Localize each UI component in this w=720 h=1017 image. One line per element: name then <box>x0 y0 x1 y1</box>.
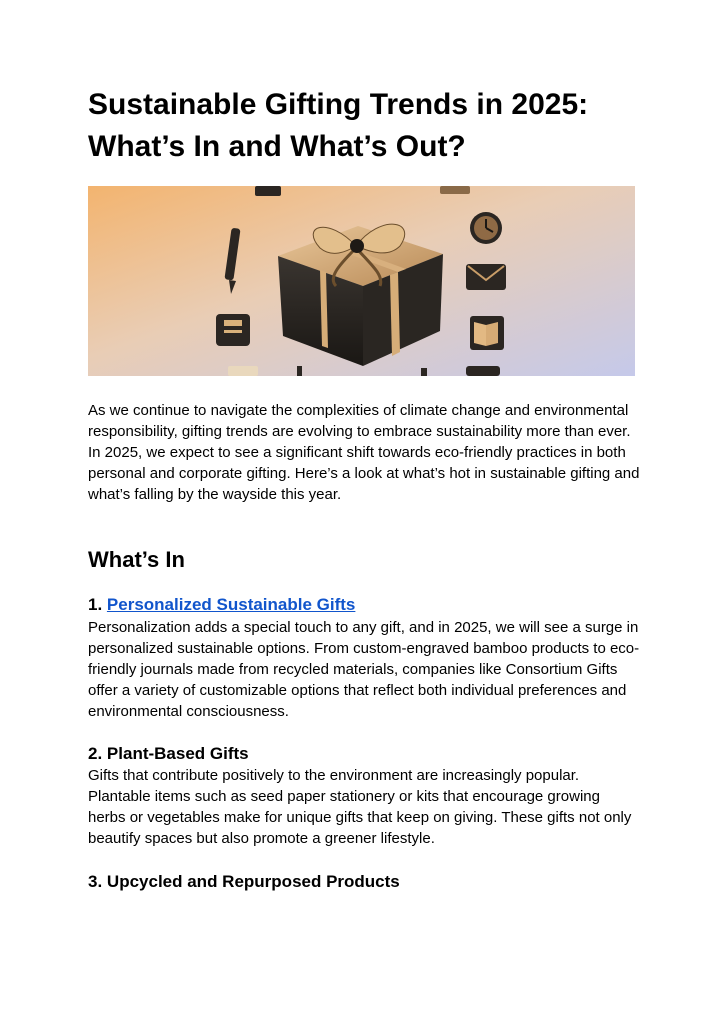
clock-icon <box>470 212 502 244</box>
item-2-heading <box>88 743 249 765</box>
book-icon <box>470 316 504 350</box>
pen-bottom-icon <box>297 366 302 376</box>
card-icon <box>228 366 258 376</box>
box-bottom-icon <box>466 366 500 376</box>
item-1-heading <box>88 594 355 616</box>
item-3-number: 3. <box>88 872 103 891</box>
tool-bottom-icon <box>421 368 427 376</box>
item-3-title: Upcycled and Repurposed Products <box>106 872 400 891</box>
item-3-heading <box>88 871 400 893</box>
section-heading-whats-in: What’s In <box>88 547 185 572</box>
hero-image <box>88 186 635 376</box>
box-top-icon <box>255 186 281 196</box>
personalized-gifts-link[interactable]: Personalized Sustainable Gifts <box>106 595 356 614</box>
clock-top-icon <box>440 186 470 194</box>
item-2-title: Plant-Based Gifts <box>106 744 249 763</box>
clipboard-icon <box>216 314 250 346</box>
item-2-body: Gifts that contribute positively to the environment are increasingly popular. Plantable items such as seed paper stationery or kits that encourage growing herbs or vegetables make for unique gifts that keep on giving. These gifts not only beautify spaces but also promote a greener lifestyle. <box>88 767 632 847</box>
intro-paragraph: As we continue to navigate the complexities of climate change and environmental responsibility, gifting trends are evolving to embrace sustainability more than ever. In 2025, we expect to see a significant shift towards eco-friendly practices in both personal and corporate gifting. Here’s a look at what’s hot in sustainable gifting and what’s falling by the wayside this year. <box>88 402 640 503</box>
item-1-number: 1. <box>88 595 103 614</box>
envelope-icon <box>466 264 506 290</box>
article-title: Sustainable Gifting Trends in 2025: What’s In and What’s Out? <box>88 88 589 163</box>
item-1-body: Personalization adds a special touch to any gift, and in 2025, we will see a surge in personalized sustainable options. From custom-engraved bamboo products to eco-friendly journals made from recycled materials, companies like Consortium Gifts offer a variety of customizable options that reflect both individual preferences and environmental consciousness. <box>88 619 640 720</box>
item-2-number: 2. <box>88 744 103 763</box>
